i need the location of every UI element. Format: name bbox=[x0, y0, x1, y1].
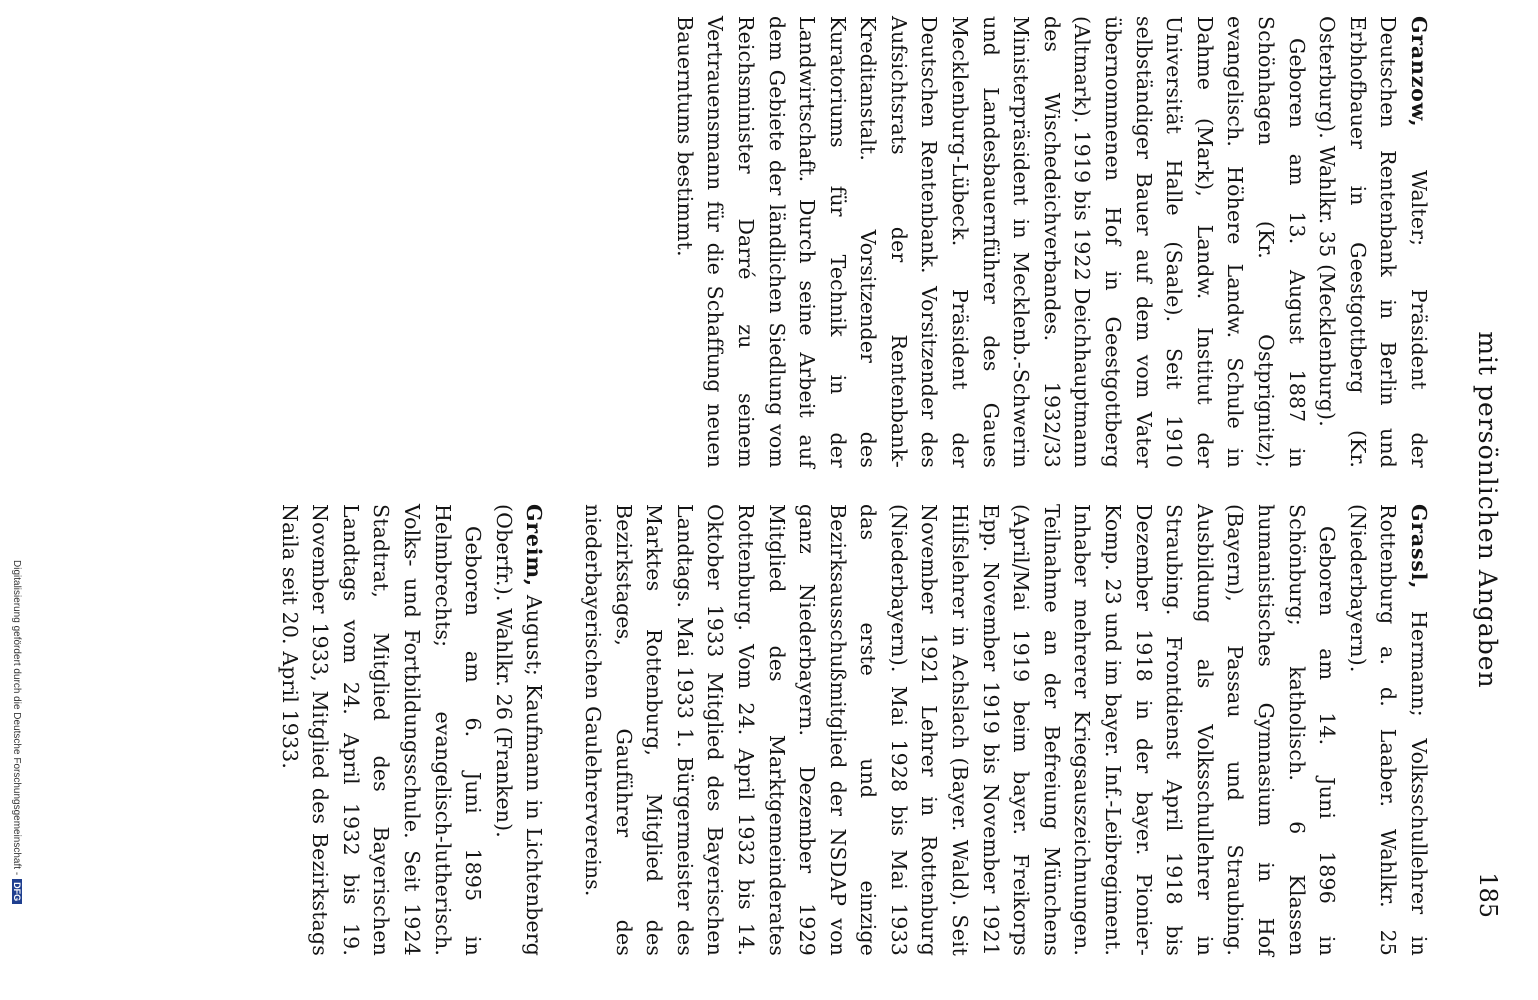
digitization-credit bbox=[11, 560, 22, 904]
entry-surname: Grassl, bbox=[1407, 504, 1431, 590]
entry-intro-text: August; Kaufmann in Lichtenberg (Oberfr.). Wahlkr. 26 (Franken). bbox=[491, 504, 547, 956]
page-header bbox=[1462, 90, 1502, 930]
entry-body: Geboren am 13. August 1887 in Schönhagen (Kr. Ostprignitz); evangelisch. Höhere Landw. Schule in Dahme (Mark), Landw. Institut der Universität Halle (Saale). Seit 1910 selbständiger Bauer auf dem vom Vater übernommenen Hof in Geestgottberg (Altmark). 1919 bis 1922 Deichhauptmann des Wischedeichverbandes. 1932/33 Ministerpräsident in Mecklenb.-Schwerin und Landesbauernführer des Gaues Mecklenburg-Lübeck. Präsident der Deutschen Rentenbank. Vorsitzender des Aufsichtsrats der Rentenbank-Kreditanstalt. Vorsitzender des Kuratoriums für Technik in der Landwirtschaft. Durch seine Arbeit auf dem Gebiete der ländlichen Siedlung vom Reichsminister Darré zu seinem Vertrauensmann für die Schaffung neuen Bauerntums bestimmt. bbox=[672, 16, 1309, 468]
entry-body: Geboren am 6. Juni 1895 in Helmbrechts; evangelisch-lutherisch. Volks- und Fortbildungsschule. Seit 1924 Stadtrat, Mitglied des Bayerischen Landtags vom 24. April 1932 bis 19. November 1933, Mitglied des Bezirkstags Naila seit 20. April 1933. bbox=[277, 504, 486, 956]
dfg-logo: DFG bbox=[12, 879, 22, 904]
credit-text: Digitalisierung gefördert durch die Deutsche Forschungsgemeinschaft - bbox=[11, 560, 22, 876]
entry-surname: Greim, bbox=[522, 504, 547, 587]
entry-intro bbox=[488, 504, 549, 956]
text-columns bbox=[54, 16, 1434, 968]
page-number: 185 bbox=[1474, 872, 1502, 918]
column-left bbox=[641, 16, 1434, 468]
column-right bbox=[246, 504, 1434, 956]
entry-intro bbox=[1312, 16, 1434, 468]
entry-grassl bbox=[577, 504, 1434, 956]
entry-granzow bbox=[669, 16, 1434, 468]
entry-intro bbox=[1342, 504, 1434, 956]
entry-surname: Granzow, bbox=[1407, 16, 1431, 128]
entry-intro-text: Walter; Präsident der Deutschen Rentenbank in Berlin und Erbhofbauer in Geestgottberg (Kr. Osterburg). Wahlkr. 35 (Mecklenburg). bbox=[1315, 16, 1431, 468]
running-title: mit persönlichen Angaben bbox=[1473, 331, 1502, 689]
entry-greim bbox=[274, 504, 549, 956]
entry-body: Geboren am 14. Juni 1896 in Schönburg; katholisch. 6 Klassen humanistisches Gymnasium in Hof (Bayern), Passau und Straubing. Ausbildung als Volksschullehrer in Straubing. Frontdienst April 1918 bis Dezember 1918 in der bayer. Pionier-Komp. 23 und im bayer. Inf.-Leibregiment. Inhaber mehrerer Kriegsauszeichnungen. Teilnahme an der Befreiung Münchens (April/Mai 1919 beim bayer. Freikorps Epp. November 1919 bis November 1921 Hilfslehrer in Achslach (Bayer. Wald). Seit November 1921 Lehrer in Rottenburg (Niederbayern). Mai 1928 bis Mai 1933 das erste und einzige Bezirksausschußmitglied der NSDAP von ganz Niederbayern. Dezember 1929 Mitglied des Marktgemeinderates Rottenburg. Vom 24. April 1932 bis 14. Oktober 1933 Mitglied des Bayerischen Landtags. Mai 1933 1. Bürgermeister des Marktes Rottenburg, Mitglied des Bezirkstages, Gauführer des niederbayerischen Gaulehrervereins. bbox=[580, 504, 1340, 956]
entry-intro-text: Hermann; Volksschullehrer in Rottenburg a. d. Laaber. Wahlkr. 25 (Niederbayern). bbox=[1345, 504, 1431, 956]
